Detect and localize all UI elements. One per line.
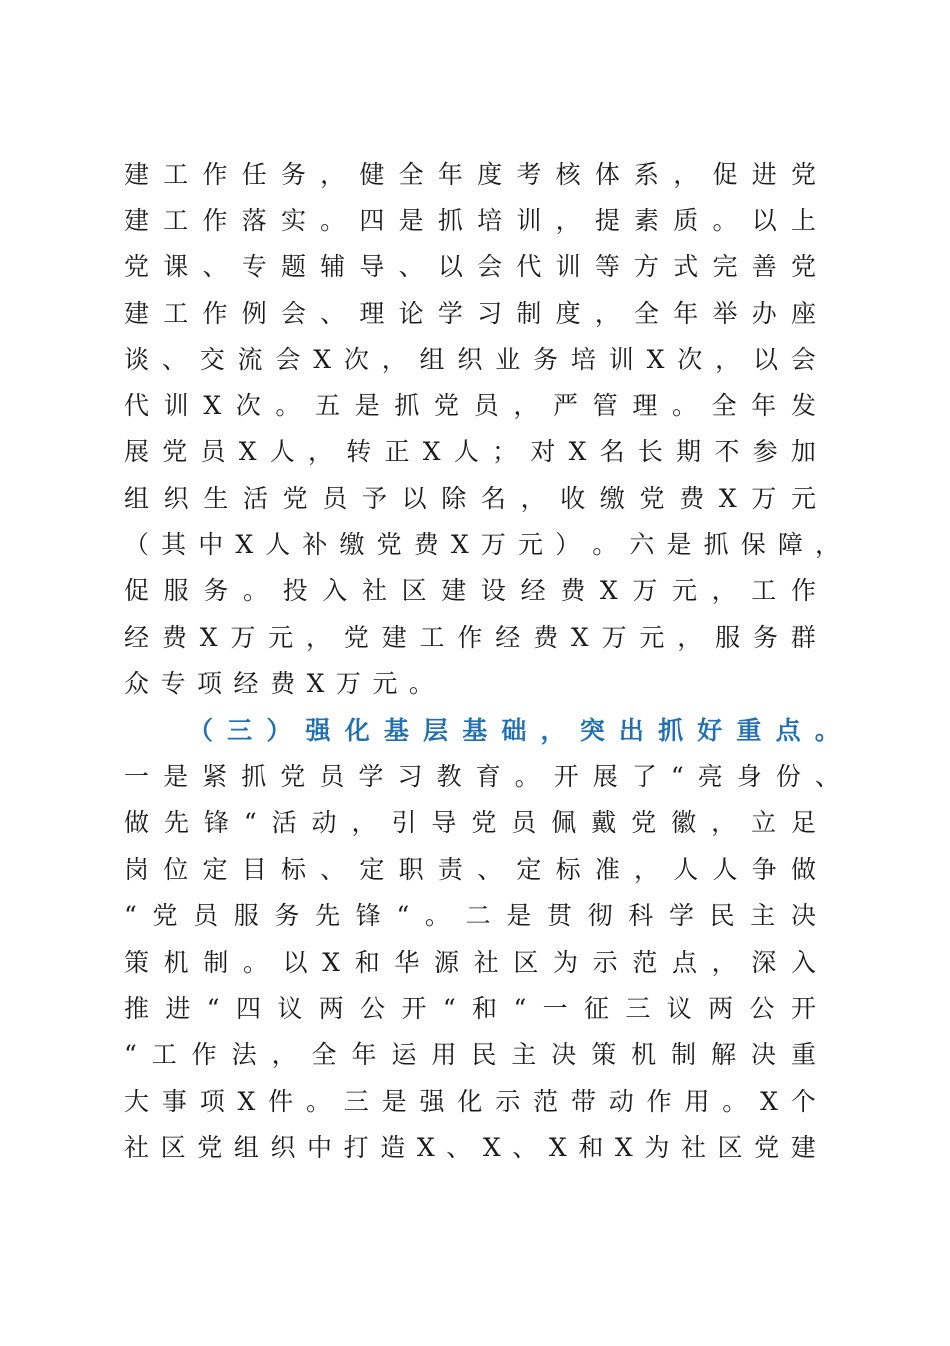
body-text-line: 建 工 作 任 务 ， 健 全 年 度 考 核 体 系 ， 促 进 党 [124,160,816,189]
body-text-line: 党 课 、 专 题 辅 导 、 以 会 代 训 等 方 式 完 善 党 [124,252,816,281]
body-text-line: 社 区 党 组 织 中 打 造 X 、 X 、 X 和 X 为 社 区 党 建 [124,1133,816,1162]
body-text-line: 组 织 生 活 党 员 予 以 除 名 ， 收 缴 党 费 X 万 元 [124,484,816,513]
body-text-line: （ 其 中 X 人 补 缴 党 费 X 万 元 ） 。 六 是 抓 保 障 ， [124,530,840,559]
body-text-line: 岗 位 定 目 标 、 定 职 责 、 定 标 准 ， 人 人 争 做 [124,855,816,884]
body-text-line: 展 党 员 X 人 ， 转 正 X 人 ； 对 X 名 长 期 不 参 加 [124,437,816,466]
body-text-line: 代 训 X 次 。 五 是 抓 党 员 ， 严 管 理 。 全 年 发 [124,391,816,420]
body-text-line: 推 进 “ 四 议 两 公 开 “ 和 “ 一 征 三 议 两 公 开 [124,994,816,1023]
body-text-line: 促 服 务 。 投 入 社 区 建 设 经 费 X 万 元 ， 工 作 [124,576,816,605]
section-heading: （ 三 ） 强 化 基 层 基 础 ， 突 出 抓 好 重 点 。 [188,716,840,745]
body-text-line: “ 党 员 服 务 先 锋 “ 。 二 是 贯 彻 科 学 民 主 决 [124,901,816,930]
body-text-line: 策 机 制 。 以 X 和 华 源 社 区 为 示 范 点 ， 深 入 [124,948,816,977]
body-text-line: 一 是 紧 抓 党 员 学 习 教 育 。 开 展 了 “ 亮 身 份 、 [124,762,840,791]
body-text-line: 做 先 锋 “ 活 动 ， 引 导 党 员 佩 戴 党 徽 ， 立 足 [124,808,816,837]
body-text-line: “ 工 作 法 ， 全 年 运 用 民 主 决 策 机 制 解 决 重 [124,1040,816,1069]
body-text-line: 众 专 项 经 费 X 万 元 。 [124,669,434,698]
body-text-line: 建 工 作 落 实 。 四 是 抓 培 训 ， 提 素 质 。 以 上 [124,206,816,235]
body-text-line: 谈 、 交 流 会 X 次 ， 组 织 业 务 培 训 X 次 ， 以 会 [124,345,816,374]
body-text-line: 经 费 X 万 元 ， 党 建 工 作 经 费 X 万 元 ， 服 务 群 [124,623,816,652]
body-text-line: 大 事 项 X 件 。 三 是 强 化 示 范 带 动 作 用 。 X 个 [124,1087,816,1116]
body-text-line: 建 工 作 例 会 、 理 论 学 习 制 度 ， 全 年 举 办 座 [124,299,816,328]
